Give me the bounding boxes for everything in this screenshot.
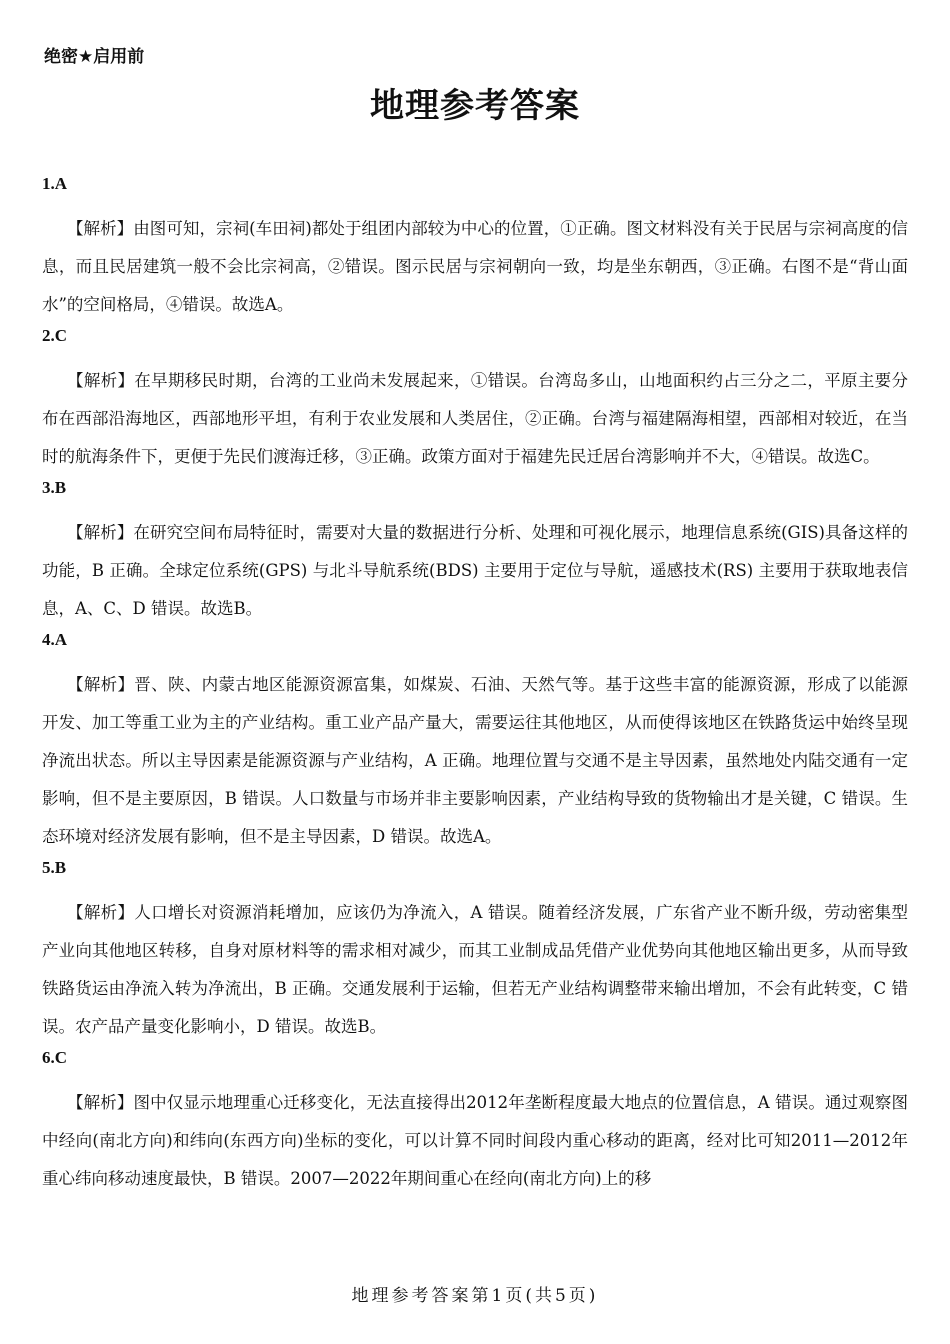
question-number: 4.A bbox=[42, 630, 68, 649]
page-title: 地理参考答案 bbox=[370, 86, 580, 126]
question-number: 3.B bbox=[42, 478, 67, 497]
question-1 bbox=[42, 174, 908, 324]
question-2 bbox=[42, 326, 908, 476]
question-6 bbox=[42, 1048, 908, 1198]
question-number: 1.A bbox=[42, 174, 68, 193]
question-analysis: 【解析】在早期移民时期，台湾的工业尚未发展起来，①错误。台湾岛多山，山地面积约占三分之二，平原主要分布在西部沿海地区，西部地形平坦，有利于农业发展和人类居住，②正确。台湾与福建隔海相望，西部相对较近，在当时的航海条件下，更便于先民们渡海迁移，③正确。政策方面对于福建先民迁居台湾影响并不大，④错误。故选C。 bbox=[42, 371, 908, 466]
question-number: 6.C bbox=[42, 1048, 68, 1067]
question-analysis: 【解析】图中仅显示地理重心迁移变化，无法直接得出2012年垄断程度最大地点的位置信息，A 错误。通过观察图中经向(南北方向)和纬向(东西方向)坐标的变化，可以计算不同时间段内重心移动的距离，经对比可知2011—2012年重心纬向移动速度最快，B 错误。2007—2022年期间重心在经向(南北方向)上的移 bbox=[42, 1093, 908, 1188]
question-number: 2.C bbox=[42, 326, 68, 345]
question-analysis: 【解析】人口增长对资源消耗增加，应该仍为净流入，A 错误。随着经济发展，广东省产业不断升级，劳动密集型产业向其他地区转移，自身对原材料等的需求相对减少，而其工业制成品凭借产业优势向其他地区输出更多，从而导致铁路货运由净流入转为净流出，B 正确。交通发展利于运输，但若无产业结构调整带来输出增加，不会有此转变，C 错误。农产品产量变化影响小，D 错误。故选B。 bbox=[42, 903, 908, 1036]
answer-list bbox=[42, 174, 908, 1200]
question-analysis: 【解析】晋、陕、内蒙古地区能源资源富集，如煤炭、石油、天然气等。基于这些丰富的能源资源，形成了以能源开发、加工等重工业为主的产业结构。重工业产品产量大，需要运往其他地区，从而使得该地区在铁路货运中始终呈现净流出状态。所以主导因素是能源资源与产业结构，A 正确。地理位置与交通不是主导因素，虽然地处内陆交通有一定影响，但不是主要原因，B 错误。人口数量与市场并非主要影响因素，产业结构导致的货物输出才是关键，C 错误。生态环境对经济发展有影响，但不是主导因素，D 错误。故选A。 bbox=[42, 675, 908, 846]
question-number: 5.B bbox=[42, 858, 67, 877]
question-analysis: 【解析】由图可知，宗祠(车田祠)都处于组团内部较为中心的位置，①正确。图文材料没有关于民居与宗祠高度的信息，而且民居建筑一般不会比宗祠高，②错误。图示民居与宗祠朝向一致，均是坐东朝西，③正确。右图不是“背山面水”的空间格局，④错误。故选A。 bbox=[42, 219, 908, 314]
question-4 bbox=[42, 630, 908, 856]
page-footer: 地理参考答案第1页(共5页) bbox=[351, 1286, 599, 1306]
secret-label: 绝密★启用前 bbox=[44, 47, 145, 67]
question-5 bbox=[42, 858, 908, 1046]
question-analysis: 【解析】在研究空间布局特征时，需要对大量的数据进行分析、处理和可视化展示，地理信息系统(GIS)具备这样的功能，B 正确。全球定位系统(GPS) 与北斗导航系统(BDS) 主要用于定位与导航，遥感技术(RS) 主要用于获取地表信息，A、C、D 错误。故选B。 bbox=[42, 523, 908, 618]
question-3 bbox=[42, 478, 908, 628]
